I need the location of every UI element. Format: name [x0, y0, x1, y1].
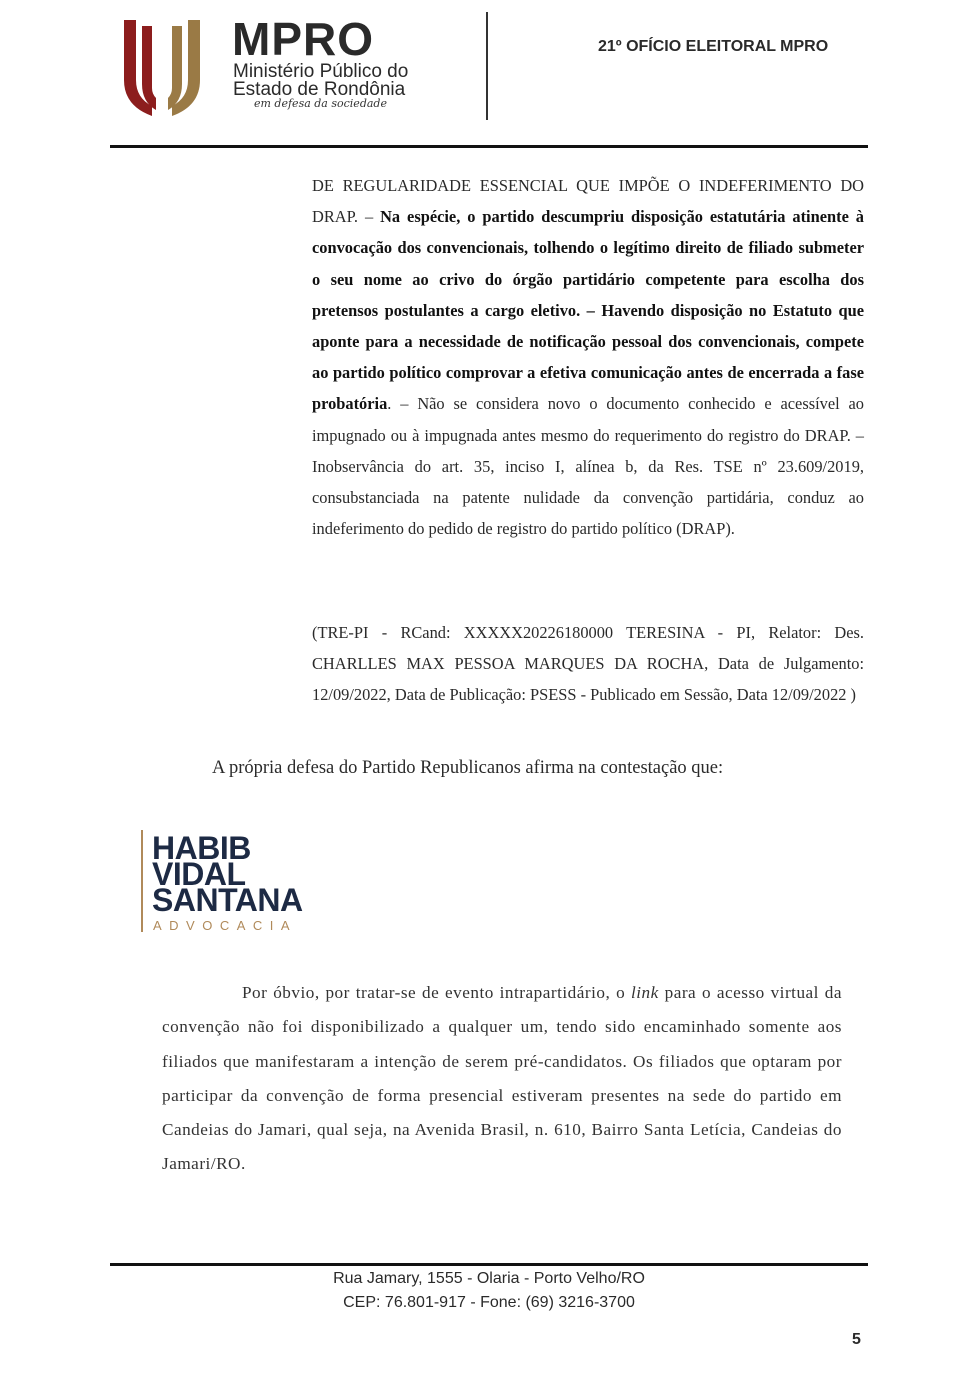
firm-name-line-3: SANTANA	[152, 882, 303, 918]
footer-rule	[110, 1263, 868, 1266]
firm-logo-bar	[141, 830, 143, 932]
firm-subtitle: ADVOCACIA	[153, 918, 298, 933]
jurisprudence-citation: (TRE-PI - RCand: XXXXX20226180000 TERESINA - PI, Relator: Des. CHARLLES MAX PESSOA MARQUES DA ROCHA, Data de Julgamento: 12/09/2022, Data de Publicação: PSESS - Publicado em Sessão, Data 12/09/2022 )	[312, 623, 864, 705]
header-divider	[486, 12, 488, 120]
ementa-quote	[312, 170, 864, 544]
intro-paragraph: A própria defesa do Partido Republicanos afirma na contestação que:	[212, 758, 724, 778]
ementa-bold-text: Na espécie, o partido descumpriu disposição estatutária atinente à convocação dos convencionais, tolhendo o legítimo direito de filiado submeter o seu nome ao crivo do órgão partidário competente para escolha dos pretensos postulantes a cargo eletivo. – Havendo disposição no Estatuto que aponte para a necessidade de notificação pessoal dos convencionais, compete ao partido político comprovar a efetiva comunicação antes de encerrada a fase probatória	[312, 207, 864, 414]
footer-address: Rua Jamary, 1555 - Olaria - Porto Velho/RO	[333, 1270, 645, 1287]
brand-line-1: Ministério Público do	[233, 61, 409, 82]
brand-tagline: em defesa da sociedade	[254, 97, 387, 110]
page-number: 5	[852, 1331, 861, 1348]
firm-name-line-1: HABIB	[152, 830, 251, 866]
defense-excerpt	[162, 976, 842, 1182]
ementa-text-2: . – Não se considera novo o documento conhecido e acessível ao impugnado ou à impugnada antes mesmo do requerimento do registro do DRAP. – Inobservância do art. 35, inciso I, alínea b, da Res. TSE nº 23.609/2019, consubstanciada na patente nulidade da convenção partidária, conduz ao indeferimento do pedido de registro do partido político (DRAP).	[312, 394, 864, 539]
firm-name-line-2: VIDAL	[152, 856, 246, 892]
ementa-text-1: DE REGULARIDADE ESSENCIAL QUE IMPÕE O INDEFERIMENTO DO DRAP. –	[312, 176, 864, 227]
header-rule	[110, 145, 868, 148]
excerpt-italic-link: link	[631, 983, 659, 1002]
excerpt-text-1: Por óbvio, por tratar-se de evento intrapartidário, o	[242, 983, 631, 1002]
brand-line-2: Estado de Rondônia	[233, 79, 406, 100]
excerpt-text-2: para o acesso virtual da convenção não foi disponibilizado a qualquer um, tendo sido encaminhado somente aos filiados que manifestaram a intenção de serem pré-candidatos. Os filiados que optaram por participar da convenção de forma presencial estiveram presentes na sede do partido em Candeias do Jamari, qual seja, na Avenida Brasil, n. 610, Bairro Santa Letícia, Candeias do Jamari/RO.	[162, 983, 842, 1174]
footer-contact: CEP: 76.801-917 - Fone: (69) 3216-3700	[343, 1294, 635, 1311]
mpro-logo-icon	[122, 18, 202, 118]
brand-name: MPRO	[232, 13, 374, 65]
office-title: 21º OFÍCIO ELEITORAL MPRO	[598, 38, 829, 55]
